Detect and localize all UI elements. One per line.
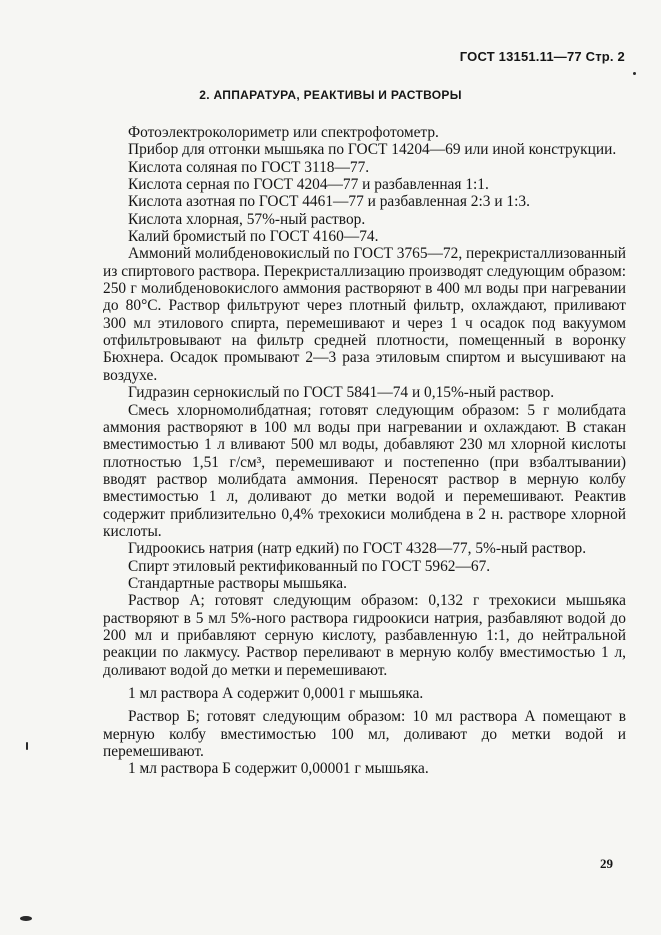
paragraph-potassium-bromide: Калий бромистый по ГОСТ 4160—74. xyxy=(128,228,379,246)
paragraph-solution-b-content: 1 мл раствора Б содержит 0,00001 г мышьяка. xyxy=(128,760,429,778)
paragraph-sodium-hydroxide: Гидроокись натрия (натр едкий) по ГОСТ 4328—77, 5%-ный раствор. xyxy=(128,540,587,558)
section-title: 2. АППАРАТУРА, РЕАКТИВЫ И РАСТВОРЫ xyxy=(199,88,462,102)
paragraph-standard-solutions: Стандартные растворы мышьяка. xyxy=(128,574,347,592)
paragraph-ammonium-molybdate: Аммоний молибденовокислый по ГОСТ 3765—72, перекристаллизованный из спиртового раствора. Перекристаллизацию производят следующим образом: 250 г молибденовокислого аммония растворяют в 400 мл воды при нагревании до 80°С. Раствор фильтруют через плотный фильтр, охлаждают, приливают 300 мл этилового спирта, перемешивают и через 1 ч осадок под вакуумом отфильтровывают на фильтр средней плотности, помещенный в воронку Бюхнера. Осадок промывают 2—3 раза этиловым спиртом и высушивают на воздухе. xyxy=(103,245,626,384)
scan-speck xyxy=(26,742,28,750)
paragraph-photometer: Фотоэлектроколориметр или спектрофотометр. xyxy=(128,124,439,141)
paragraph-perchloric-acid: Кислота хлорная, 57%-ный раствор. xyxy=(128,210,366,228)
paragraph-sulfuric-acid: Кислота серная по ГОСТ 4204—77 и разбавленная 1:1. xyxy=(128,176,489,194)
paragraph-hydrochloric-acid: Кислота соляная по ГОСТ 3118—77. xyxy=(128,158,370,176)
document-body xyxy=(103,124,626,778)
scan-speck xyxy=(20,916,32,921)
paragraph-solution-a-content: 1 мл раствора А содержит 0,0001 г мышьяка. xyxy=(128,685,424,702)
paragraph-chloromolybdate-mixture: Смесь хлорномолибдатная; готовят следующим образом: 5 г молибдата аммония растворяют в 100 мл воды при нагревании и охлаждают. В стакан вместимостью 1 л вливают 500 мл воды, добавляют 230 мл хлорной кислоты плотностью 1,51 г/см³, перемешивают и постепенно (при взбалтывании) вводят раствор молибдата аммония. Переносят раствор в мерную колбу вместимостью 1 л, доливают до метки водой и перемешивают. Реактив содержит приблизительно 0,4% трехокиси молибдена в 2 н. растворе хлорной кислоты. xyxy=(103,401,626,540)
paragraph-hydrazine-sulfate: Гидразин сернокислый по ГОСТ 5841—74 и 0,15%-ный раствор. xyxy=(128,384,555,402)
paragraph-nitric-acid: Кислота азотная по ГОСТ 4461—77 и разбавленная 2:3 и 1:3. xyxy=(128,193,530,211)
paragraph-distillation-device: Прибор для отгонки мышьяка по ГОСТ 14204—69 или иной конструкции. xyxy=(128,141,617,159)
paragraph-solution-a: Раствор А; готовят следующим образом: 0,132 г трехокиси мышьяка растворяют в 5 мл 5%-ного раствора гидроокиси натрия, разбавляют водой до 200 мл и прибавляют серную кислоту, разбавленную 1:1, до нейтральной реакции по лакмусу. Раствор переливают в мерную колбу вместимостью 1 л, доливают водой до метки и перемешивают. xyxy=(103,592,626,679)
paragraph-ethyl-alcohol: Спирт этиловый ректификованный по ГОСТ 5962—67. xyxy=(128,557,491,575)
page-header-standard-ref: ГОСТ 13151.11—77 Стр. 2 xyxy=(459,49,625,64)
paragraph-solution-b: Раствор Б; готовят следующим образом: 10 мл раствора А помещают в мерную колбу вместимостью 100 мл, доливают до метки водой и перемешивают. xyxy=(103,708,626,761)
scan-speck xyxy=(633,72,636,75)
page-number: 29 xyxy=(600,856,613,871)
